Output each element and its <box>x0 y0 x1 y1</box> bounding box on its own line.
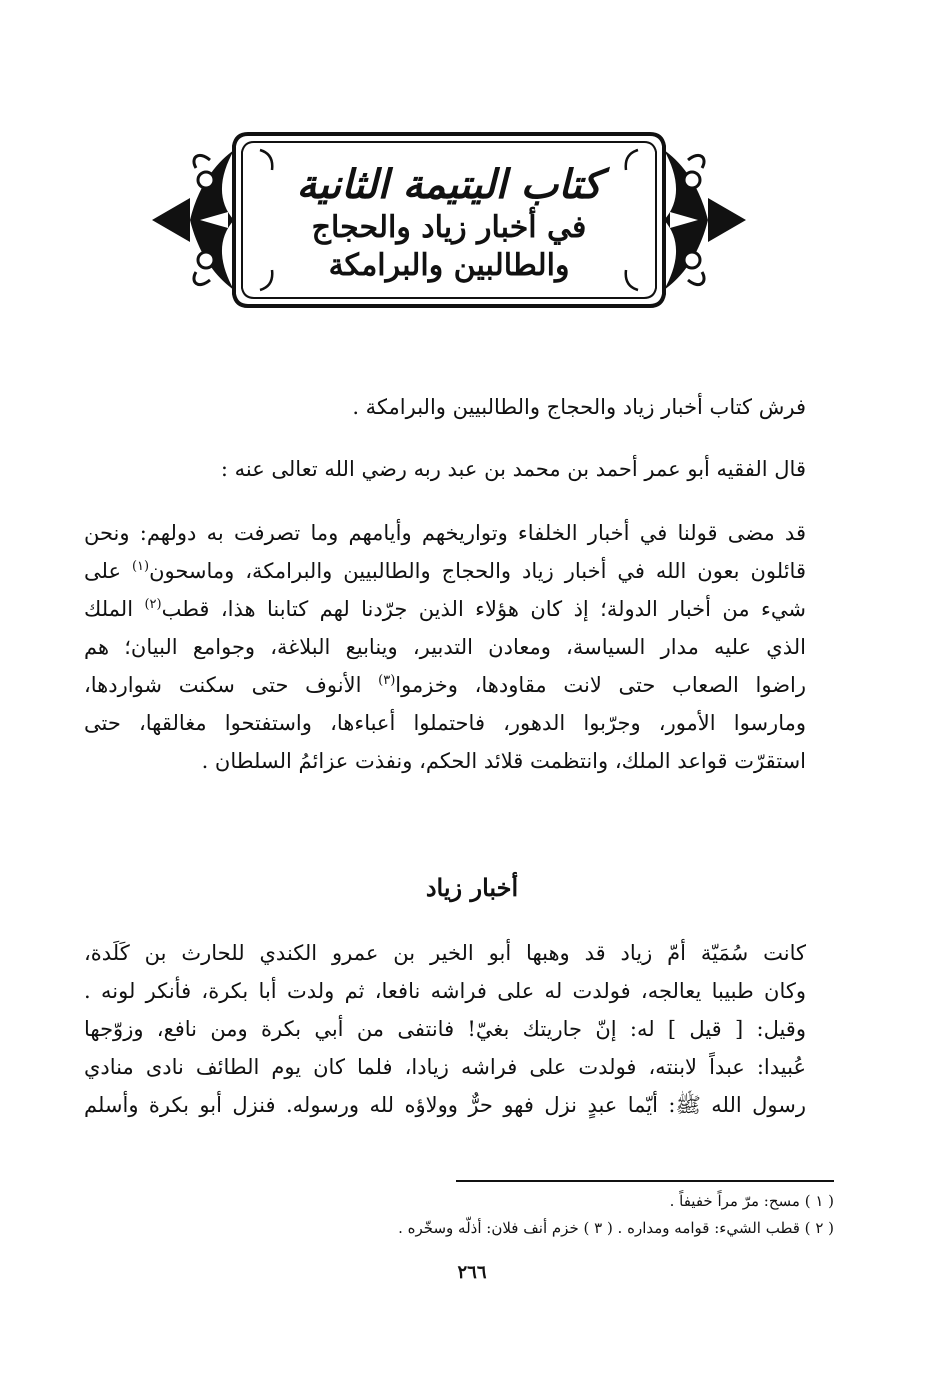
intro-line-1: فرش كتاب أخبار زياد والحجاج والطالبيين والبرامكة . <box>352 395 806 419</box>
preface-line-7: استقرّت قواعد الملك، وانتظمت قلائد الحكم، ونفذت عزائمُ السلطان . <box>201 749 806 773</box>
section-paragraph <box>84 934 806 1124</box>
preface-line-3 <box>84 590 806 628</box>
footnote-ref-1[interactable]: (١) <box>131 559 150 574</box>
preface-line-6: ومارسوا الأمور، وجرّبوا الدهور، فاحتملوا أعباءها، واستفتحوا مغالقها، حتى <box>84 711 806 735</box>
footnote-2-3: ( ٢ ) قطب الشيء: قوامه ومداره . ( ٣ ) خزم أنف فلان: أذلّه وسخّره . <box>398 1219 834 1237</box>
section-heading: أخبار زياد <box>425 873 519 902</box>
preface-line-1: قد مضى قولنا في أخبار الخلفاء وتواريخهم وأيامهم وما تصرفت به دولهم: ونحن <box>84 521 806 545</box>
footnotes <box>398 1188 834 1242</box>
preface-line-3-end: الملك <box>84 597 134 621</box>
right-fleur-ornament-icon <box>664 150 746 290</box>
book-subtitle-line-2: والطالبين والبرامكة <box>328 248 570 283</box>
intro-line-2: قال الفقيه أبو عمر أحمد بن محمد بن عبد ربه رضي الله تعالى عنه : <box>220 457 806 481</box>
footnote-ref-2[interactable]: (٢) <box>144 597 162 612</box>
section-line-4: عُبيدا: عبداً لابنته، فولدت على فراشه زيادا، فلما كان يوم الطائف نادى منادي <box>84 1055 806 1079</box>
preface-line-3-text: شيء من أخبار الدولة؛ إذ كان هؤلاء الذين جرّدنا لهم كتابنا هذا، قطب <box>161 597 806 621</box>
title-block <box>290 150 608 296</box>
section-line-5: رسول الله ﷺ: أيّما عبدٍ نزل فهو حرٌّ وولاؤه لله ورسوله. فنزل أبو بكرة وأسلم <box>84 1093 806 1117</box>
title-cartouche <box>150 120 748 320</box>
intro-paragraph-1 <box>84 388 806 426</box>
preface-line-5-end: الأنوف حتى سكنت شواردها، <box>84 673 362 697</box>
footnote-ref-3[interactable]: (٣) <box>378 673 396 688</box>
preface-line-2-end: على <box>84 559 121 583</box>
footnote-divider <box>456 1180 834 1182</box>
book-subtitle-line-1: في أخبار زياد والحجاج <box>311 210 587 245</box>
preface-line-5 <box>84 666 806 704</box>
preface-line-2 <box>84 552 806 590</box>
preface-line-2-text: قائلون بعون الله في أخبار زياد والحجاج والطالبيين والبرامكة، وماسحون <box>149 559 806 583</box>
preface-line-5-text: راضوا الصعاب حتى لانت مقاودها، وخزموا <box>395 673 806 697</box>
left-fleur-ornament-icon <box>152 150 234 290</box>
section-line-3: وقيل: [ قيل ] له: إنّ جاريتك بغيّ! فانتفى من أبي بكرة ومن نافع، وزوّجها <box>84 1017 806 1041</box>
preface-line-4: الذي عليه مدار السياسة، ومعادن التدبير، وينابيع البلاغة، وجوامع البيان؛ هم <box>84 635 806 659</box>
footnote-1: ( ١ ) مسح: مرّ مراً خفيفاً . <box>669 1192 834 1210</box>
section-line-2: وكان طبيبا يعالجه، فولدت له على فراشه نافعا، ثم ولدت أبا بكرة، فأنكر لونه . <box>84 979 806 1003</box>
preface-paragraph <box>84 514 806 780</box>
intro-paragraph-2 <box>84 450 806 488</box>
book-title: كتاب اليتيمة الثانية <box>296 161 602 208</box>
page-number: ٢٦٦ <box>457 1262 487 1283</box>
section-line-1: كانت سُمَيّة أمّ زياد قد وهبها أبو الخير بن عمرو الكندي للحارث بن كَلَدة، <box>84 941 806 965</box>
